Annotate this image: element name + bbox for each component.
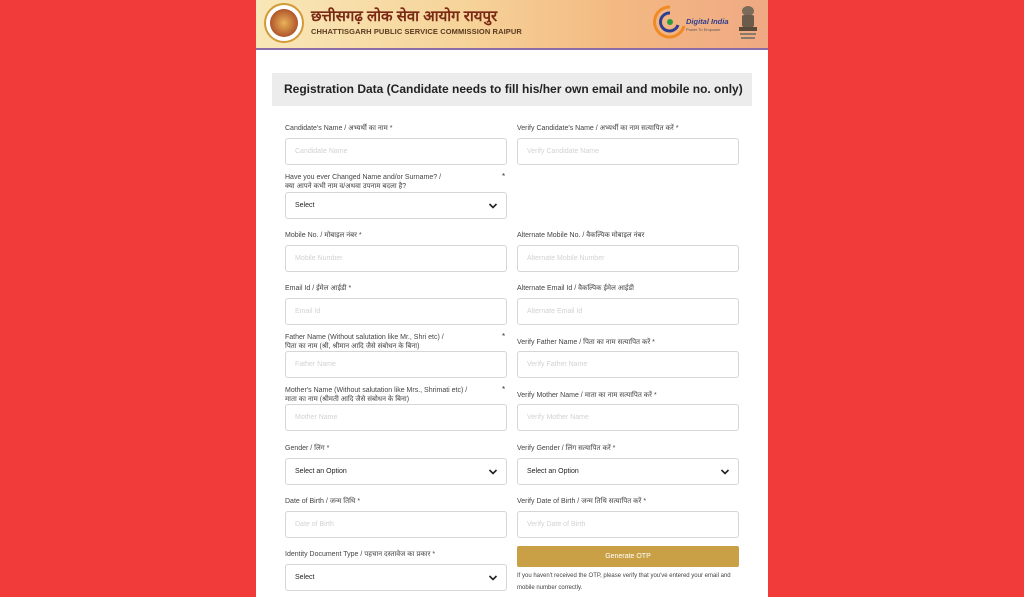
dob-label: Date of Birth / जन्म तिथि * [285, 498, 361, 505]
verify-dob-input[interactable] [517, 511, 739, 538]
name-changed-label-line1: Have you ever Changed Name and/or Surname? / [285, 174, 442, 181]
father-name-input[interactable] [285, 351, 507, 378]
alt-email-input[interactable] [517, 298, 739, 325]
mobile-placeholder: Mobile Number [295, 255, 343, 262]
verify-mother-name-label: Verify Mother Name / माता का नाम सत्यापित करें * [517, 392, 657, 399]
mother-name-input[interactable] [285, 404, 507, 431]
identity-doc-select[interactable] [285, 564, 507, 591]
identity-doc-value: Select [295, 574, 315, 581]
verify-father-name-placeholder: Verify Father Name [527, 361, 588, 368]
header-title-english: CHHATTISGARH PUBLIC SERVICE COMMISSION RAIPUR [311, 27, 522, 36]
section-title: Registration Data (Candidate needs to fill his/her own email and mobile no. only) [284, 82, 743, 96]
chevron-down-icon [720, 467, 730, 477]
alt-email-label: Alternate Email Id / वैकल्पिक ईमेल आईडी [517, 285, 634, 292]
father-name-label-line1: Father Name (Without salutation like Mr., Shri etc) / [285, 334, 444, 341]
verify-dob-placeholder: Verify Date of Birth [527, 521, 586, 528]
mother-name-label-line2: माता का नाम (श्रीमती आदि जैसे संबोधन के बिना) [285, 396, 410, 403]
verify-gender-value: Select an Option [527, 468, 579, 475]
email-label: Email Id / ईमेल आईडी * [285, 285, 352, 292]
candidate-name-label: Candidate's Name / अभ्यर्थी का नाम * [285, 125, 393, 132]
alt-email-placeholder: Alternate Email Id [527, 308, 583, 315]
alt-mobile-input[interactable] [517, 245, 739, 272]
alt-mobile-label: Alternate Mobile No. / वैकल्पिक मोबाइल नंबर [517, 232, 645, 239]
otp-help-text: If you haven't received the OTP, please verify that you've entered your email and mobile number correctly. [517, 573, 731, 591]
verify-gender-label: Verify Gender / लिंग सत्यापित करें * [517, 445, 616, 452]
identity-doc-label: Identity Document Type / पहचान दस्तावेज का प्रकार * [285, 551, 436, 558]
verify-candidate-name-label: Verify Candidate's Name / अभ्यर्थी का नाम सत्यापित करें * [517, 125, 679, 132]
digital-india-tagline: Power To Empower [686, 27, 721, 32]
candidate-name-placeholder: Candidate Name [295, 148, 348, 155]
father-name-label-line2: पिता का नाम (श्री, श्रीमान आदि जैसे संबोधन के बिना) [285, 343, 420, 350]
digital-india-logo [653, 4, 687, 40]
national-emblem-icon [736, 4, 760, 42]
mobile-input[interactable] [285, 245, 507, 272]
name-changed-required-mark: * [502, 172, 506, 181]
header-title-hindi: छत्तीसगढ़ लोक सेवा आयोग रायपुर [311, 8, 498, 25]
chevron-down-icon [488, 467, 498, 477]
digital-india-text: Digital India [686, 17, 729, 26]
verify-candidate-name-input[interactable] [517, 138, 739, 165]
candidate-name-input[interactable] [285, 138, 507, 165]
name-changed-value: Select [295, 202, 315, 209]
verify-gender-select[interactable] [517, 458, 739, 485]
gender-value: Select an Option [295, 468, 347, 475]
gender-select[interactable] [285, 458, 507, 485]
verify-father-name-input[interactable] [517, 351, 739, 378]
mother-name-required-mark: * [502, 385, 506, 394]
verify-mother-name-placeholder: Verify Mother Name [527, 414, 589, 421]
name-changed-select[interactable] [285, 192, 507, 219]
verify-mother-name-input[interactable] [517, 404, 739, 431]
email-input[interactable] [285, 298, 507, 325]
dob-placeholder: Date of Birth [295, 521, 334, 528]
cgpsc-logo [264, 3, 304, 43]
father-name-required-mark: * [502, 332, 506, 341]
mother-name-label-line1: Mother's Name (Without salutation like Mrs., Shrimati etc) / [285, 387, 468, 394]
email-placeholder: Email Id [295, 308, 321, 315]
chevron-down-icon [488, 573, 498, 583]
generate-otp-button[interactable]: Generate OTP [517, 546, 739, 567]
verify-dob-label: Verify Date of Birth / जन्म तिथि सत्यापित करें * [517, 498, 647, 505]
verify-father-name-label: Verify Father Name / पिता का नाम सत्यापित करें * [517, 339, 655, 346]
section-header [272, 73, 752, 106]
header-banner [256, 0, 768, 50]
dob-input[interactable] [285, 511, 507, 538]
verify-candidate-name-placeholder: Verify Candidate Name [527, 148, 599, 155]
mother-name-placeholder: Mother Name [295, 414, 338, 421]
chevron-down-icon [488, 201, 498, 211]
alt-mobile-placeholder: Alternate Mobile Number [527, 255, 605, 262]
father-name-placeholder: Father Name [295, 361, 336, 368]
mobile-label: Mobile No. / मोबाइल नंबर * [285, 232, 362, 239]
name-changed-label-line2: क्या आपने कभी नाम व/अथवा उपनाम बदला है? [285, 183, 407, 190]
gender-label: Gender / लिंग * [285, 445, 330, 452]
registration-page [256, 0, 768, 597]
